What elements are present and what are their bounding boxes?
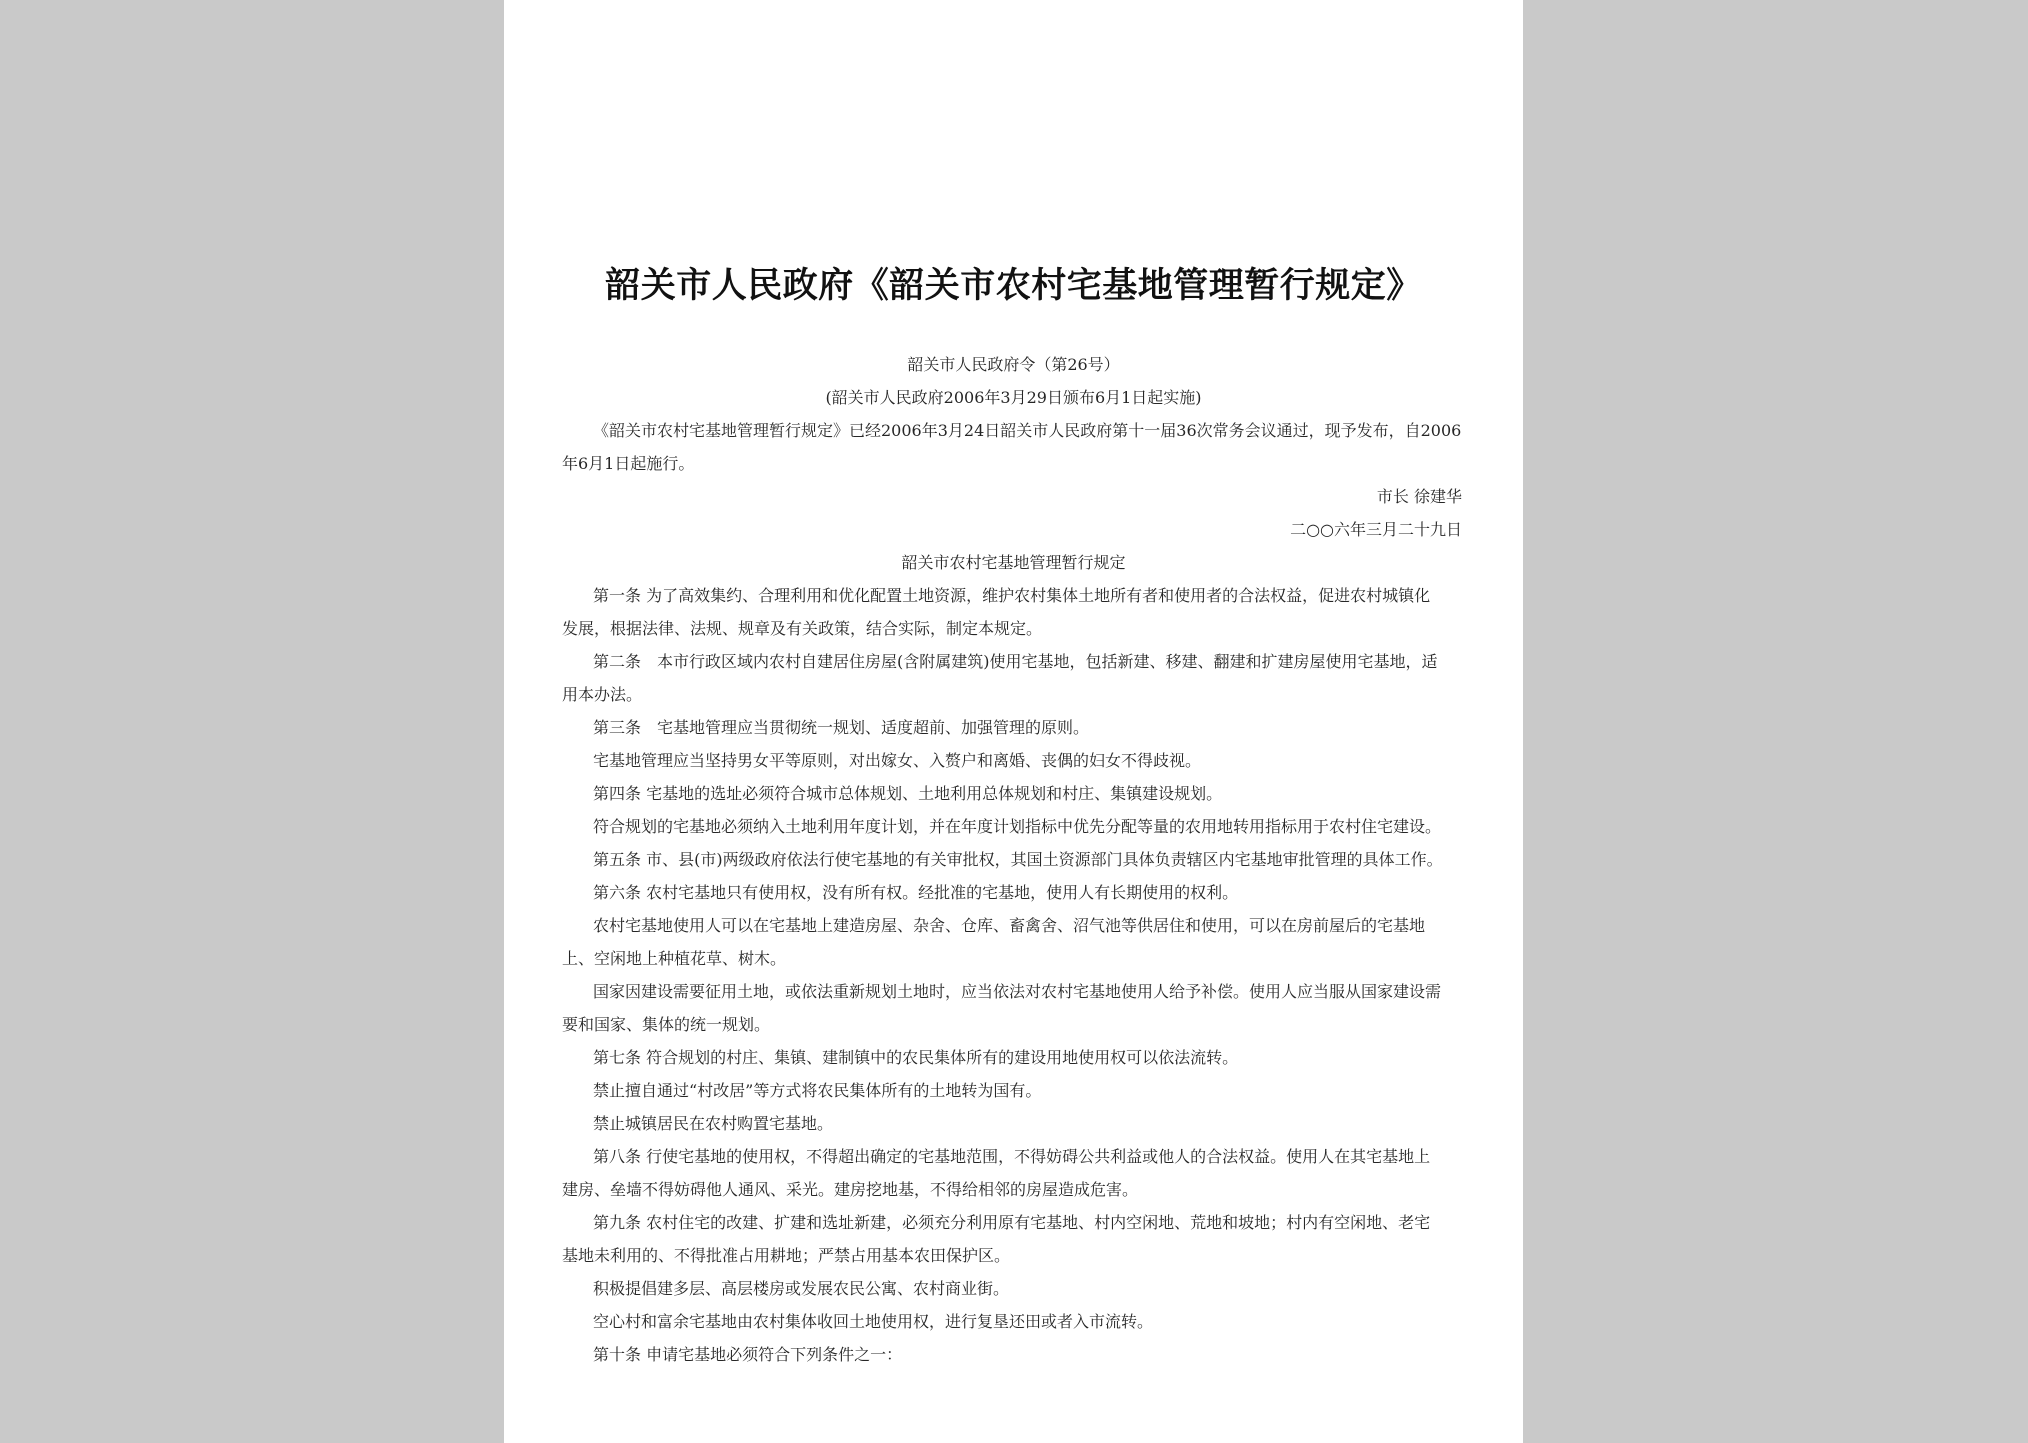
article-line: 第三条 宅基地管理应当贯彻统一规划、适度超前、加强管理的原则。 — [593, 718, 1090, 737]
article-line: 用本办法。 — [562, 685, 643, 704]
article-line: 空心村和富余宅基地由农村集体收回土地使用权，进行复垦还田或者入市流转。 — [593, 1312, 1154, 1331]
article-line: 积极提倡建多层、高层楼房或发展农民公寓、农村商业街。 — [593, 1279, 1010, 1298]
intro-line: 年6月1日起施行。 — [562, 454, 695, 473]
section-title: 韶关市农村宅基地管理暂行规定 — [901, 553, 1126, 572]
article-line: 第四条 宅基地的选址必须符合城市总体规划、土地利用总体规划和村庄、集镇建设规划。 — [593, 784, 1223, 803]
article-line: 第六条 农村宅基地只有使用权，没有所有权。经批准的宅基地，使用人有长期使用的权利。 — [593, 883, 1239, 902]
article-line: 第二条 本市行政区域内农村自建居住房屋(含附属建筑)使用宅基地，包括新建、移建、翻建和扩建房屋使用宅基地，适 — [593, 652, 1438, 671]
promulgation-note: (韶关市人民政府2006年3月29日颁布6月1日起实施) — [825, 388, 1202, 407]
signature: 市长 徐建华 — [1376, 487, 1462, 506]
document-page — [504, 0, 1523, 1443]
sign-date: 二○○六年三月二十九日 — [1290, 520, 1462, 539]
article-line: 第五条 市、县(市)两级政府依法行使宅基地的有关审批权，其国土资源部门具体负责辖区内宅基地审批管理的具体工作。 — [593, 850, 1443, 869]
article-line: 基地未利用的、不得批准占用耕地；严禁占用基本农田保护区。 — [562, 1246, 1011, 1265]
article-line: 第八条 行使宅基地的使用权，不得超出确定的宅基地范围，不得妨碍公共利益或他人的合法权益。使用人在其宅基地上 — [593, 1147, 1431, 1166]
article-line: 第九条 农村住宅的改建、扩建和选址新建，必须充分利用原有宅基地、村内空闲地、荒地和坡地；村内有空闲地、老宅 — [593, 1213, 1431, 1232]
article-line: 禁止城镇居民在农村购置宅基地。 — [593, 1114, 834, 1133]
article-line: 宅基地管理应当坚持男女平等原则，对出嫁女、入赘户和离婚、丧偶的妇女不得歧视。 — [593, 751, 1202, 770]
article-line: 第十条 申请宅基地必须符合下列条件之一： — [593, 1345, 903, 1364]
article-line: 发展，根据法律、法规、规章及有关政策，结合实际，制定本规定。 — [562, 619, 1043, 638]
article-line: 符合规划的宅基地必须纳入土地利用年度计划，并在年度计划指标中优先分配等量的农用地转用指标用于农村住宅建设。 — [593, 817, 1442, 836]
intro-line: 《韶关市农村宅基地管理暂行规定》已经2006年3月24日韶关市人民政府第十一届36次常务会议通过，现予发布，自2006 — [593, 421, 1462, 440]
article-line: 国家因建设需要征用土地，或依法重新规划土地时，应当依法对农村宅基地使用人给予补偿。使用人应当服从国家建设需 — [593, 982, 1442, 1001]
article-line: 要和国家、集体的统一规划。 — [562, 1015, 771, 1034]
article-line: 上、空闲地上种植花草、树木。 — [562, 949, 787, 968]
article-line: 第一条 为了高效集约、合理利用和优化配置土地资源，维护农村集体土地所有者和使用者的合法权益，促进农村城镇化 — [593, 586, 1431, 605]
article-line: 禁止擅自通过“村改居”等方式将农民集体所有的土地转为国有。 — [593, 1081, 1042, 1100]
article-line: 建房、垒墙不得妨碍他人通风、采光。建房挖地基，不得给相邻的房屋造成危害。 — [562, 1180, 1139, 1199]
article-line: 农村宅基地使用人可以在宅基地上建造房屋、杂舍、仓库、畜禽舍、沼气池等供居住和使用，可以在房前屋后的宅基地 — [593, 916, 1426, 935]
article-line: 第七条 符合规划的村庄、集镇、建制镇中的农民集体所有的建设用地使用权可以依法流转。 — [593, 1048, 1239, 1067]
order-number: 韶关市人民政府令（第26号） — [907, 355, 1120, 374]
document-title: 韶关市人民政府《韶关市农村宅基地管理暂行规定》 — [605, 265, 1422, 306]
